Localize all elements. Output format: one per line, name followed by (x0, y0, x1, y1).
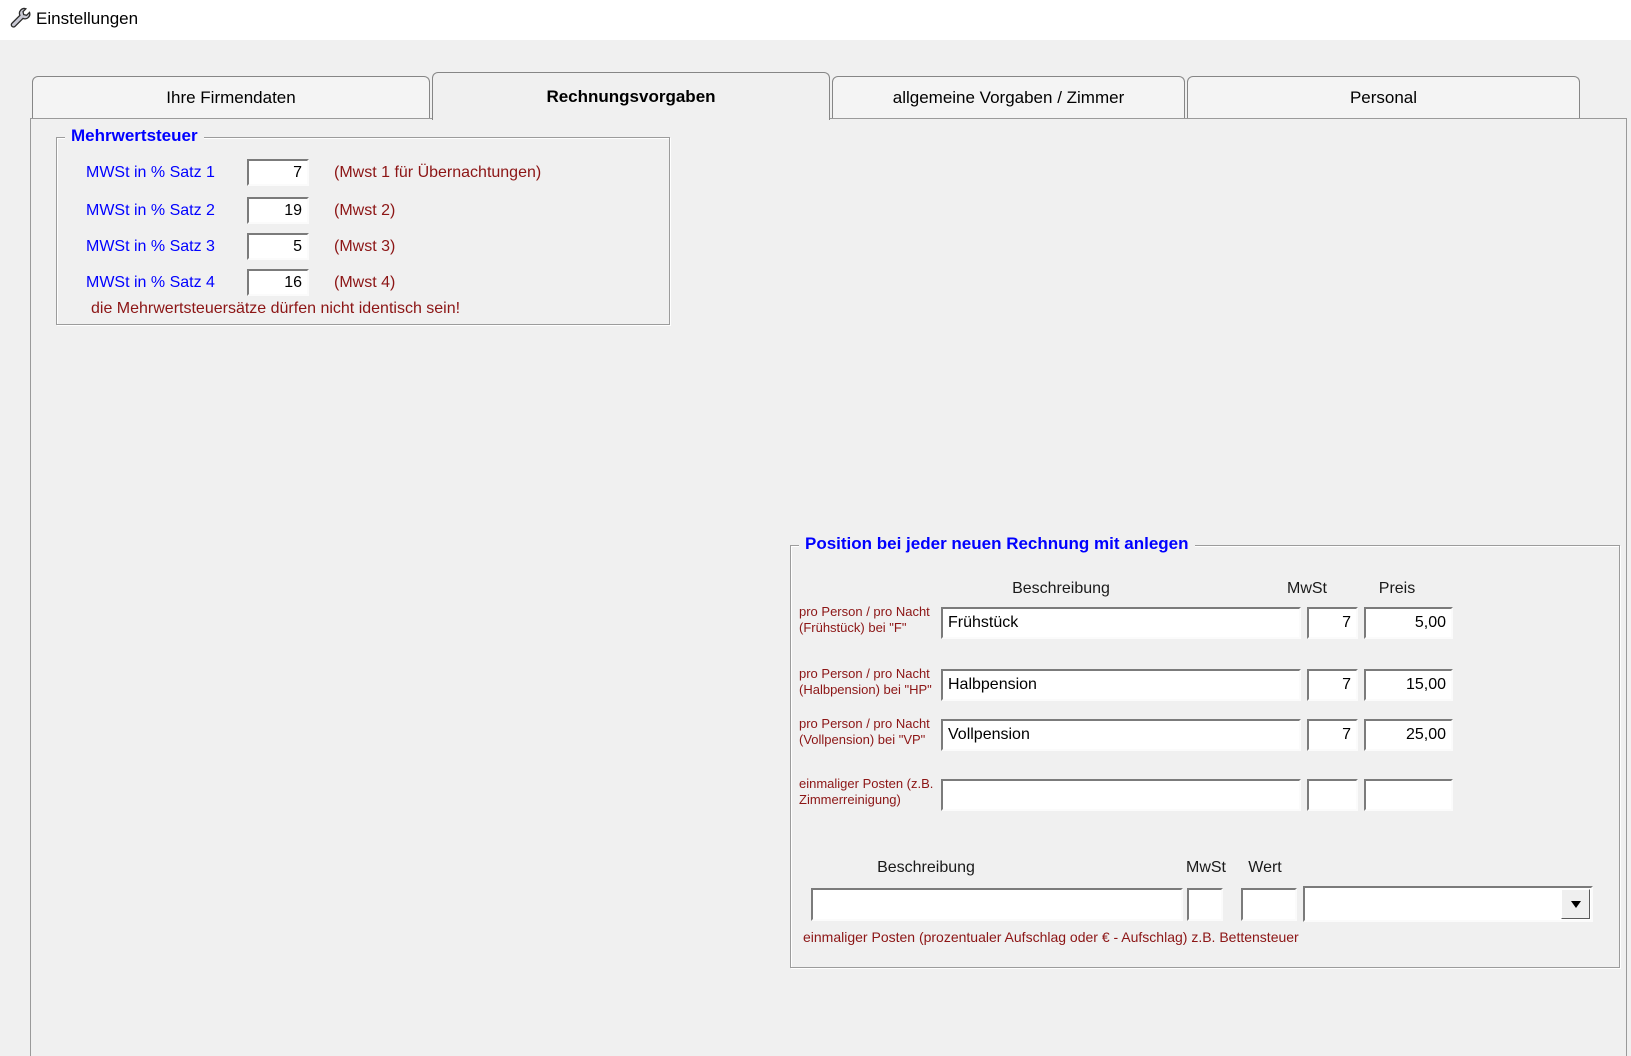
vat-rate-3-note: (Mwst 3) (334, 238, 396, 255)
description-column-header: Beschreibung (1012, 580, 1110, 597)
titlebar (0, 0, 1631, 40)
vat-rate-2-label: MWSt in % Satz 2 (86, 202, 215, 219)
surcharge-vat-input[interactable] (1187, 888, 1223, 921)
position-row-1-label-line1: pro Person / pro Nacht (799, 604, 930, 619)
position-row-4-vat-input[interactable] (1307, 779, 1358, 811)
vat-rate-1-input[interactable] (247, 159, 309, 186)
tab-allgemeine-vorgaben-zimmer[interactable] (832, 76, 1185, 118)
vat-rate-4-input[interactable] (247, 269, 309, 296)
window-title: Einstellungen (36, 9, 139, 28)
surcharge-description-input[interactable] (811, 888, 1183, 921)
tab-rechnungsvorgaben[interactable] (432, 72, 830, 120)
position-row-2-price-input[interactable] (1364, 669, 1453, 701)
vat-rate-3-input[interactable] (247, 233, 309, 260)
chevron-down-icon[interactable] (1561, 889, 1590, 919)
surcharge-vat-header: MwSt (1186, 859, 1226, 876)
tab-personal[interactable] (1187, 76, 1580, 118)
tab-label: Rechnungsvorgaben (546, 86, 716, 106)
surcharge-select[interactable] (1303, 886, 1593, 922)
tab-ihre-firmendaten[interactable] (32, 76, 430, 118)
tab-label: Personal (1349, 87, 1418, 107)
vat-rate-2-input[interactable] (247, 197, 309, 224)
position-row-3-label (799, 716, 930, 748)
surcharge-note: einmaliger Posten (prozentualer Aufschlag oder € - Aufschlag) z.B. Bettensteuer (803, 929, 1299, 945)
position-row-1-label-line2: (Frühstück) bei "F" (799, 620, 907, 635)
vat-rate-1-note: (Mwst 1 für Übernachtungen) (334, 164, 542, 181)
position-row-4-label (799, 776, 933, 808)
position-row-1-price-input[interactable] (1364, 607, 1453, 639)
surcharge-value-input[interactable] (1241, 888, 1297, 921)
wrench-icon (8, 7, 32, 31)
position-row-3-label-line2: (Vollpension) bei "VP" (799, 732, 926, 747)
default-positions-group-title: Position bei jeder neuen Rechnung mit anlegen (799, 534, 1195, 554)
vat-group (56, 126, 670, 325)
position-row-2-label (799, 666, 932, 698)
vat-warning-text: die Mehrwertsteuersätze dürfen nicht identisch sein! (91, 300, 461, 317)
vat-group-title: Mehrwertsteuer (65, 126, 204, 146)
surcharge-value-header: Wert (1248, 859, 1282, 876)
position-row-4-price-input[interactable] (1364, 779, 1453, 811)
position-row-2-label-line1: pro Person / pro Nacht (799, 666, 930, 681)
vat-column-header: MwSt (1287, 580, 1327, 597)
price-column-header: Preis (1378, 580, 1416, 597)
tab-label: allgemeine Vorgaben / Zimmer (892, 87, 1125, 107)
position-row-4-label-line1: einmaliger Posten (z.B. (799, 776, 934, 791)
position-row-1-label (799, 604, 930, 636)
position-row-2-description-input[interactable] (941, 669, 1301, 701)
vat-rate-1-label: MWSt in % Satz 1 (86, 164, 215, 181)
vat-rate-4-note: (Mwst 4) (334, 274, 396, 291)
position-row-4-description-input[interactable] (941, 779, 1301, 811)
position-row-3-description-input[interactable] (941, 719, 1301, 751)
vat-rate-2-note: (Mwst 2) (334, 202, 396, 219)
position-row-4-label-line2: Zimmerreinigung) (799, 792, 901, 807)
position-row-3-label-line1: pro Person / pro Nacht (799, 716, 930, 731)
position-row-2-label-line2: (Halbpension) bei "HP" (799, 682, 932, 697)
surcharge-description-header: Beschreibung (877, 859, 975, 876)
position-row-1-description-input[interactable] (941, 607, 1301, 639)
position-row-1-vat-input[interactable] (1307, 607, 1358, 639)
vat-rate-3-label: MWSt in % Satz 3 (86, 238, 215, 255)
tab-label: Ihre Firmendaten (166, 87, 296, 107)
default-positions-group (790, 534, 1620, 968)
position-row-3-price-input[interactable] (1364, 719, 1453, 751)
position-row-3-vat-input[interactable] (1307, 719, 1358, 751)
position-row-2-vat-input[interactable] (1307, 669, 1358, 701)
vat-rate-4-label: MWSt in % Satz 4 (86, 274, 215, 291)
